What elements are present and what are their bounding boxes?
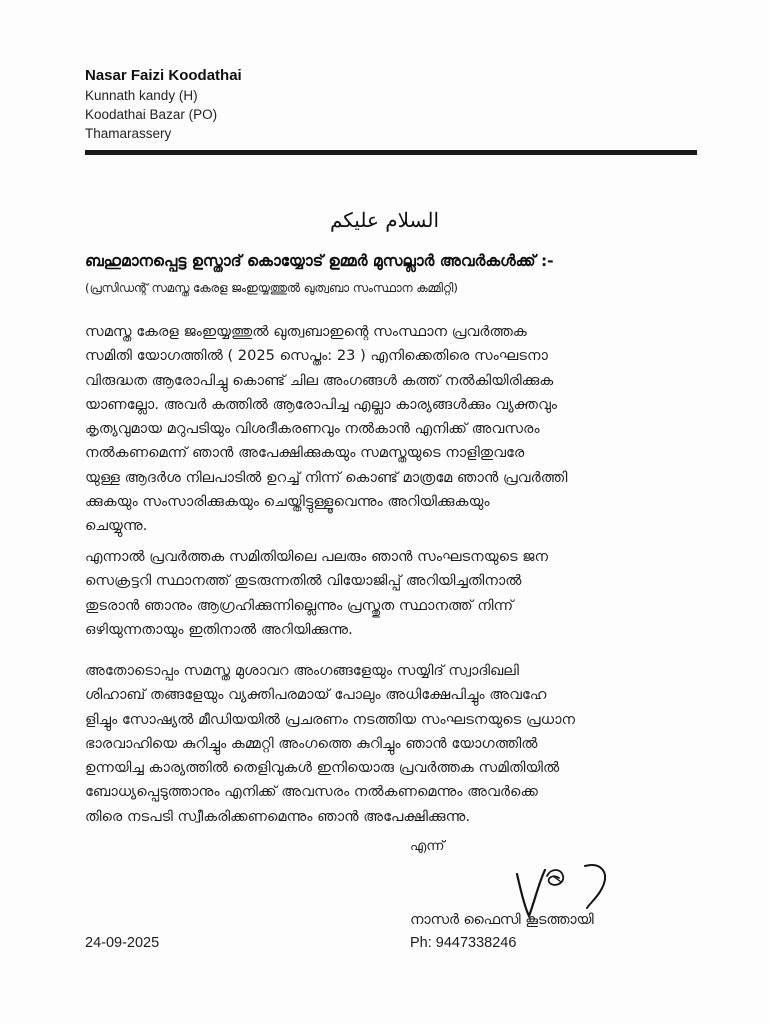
sender-block <box>85 66 242 143</box>
sender-address-line: Thamarassery <box>85 126 172 141</box>
paragraph-line: ളിച്ചും സോഷ്യൽ മീഡിയയിൽ പ്രചരണം നടത്തിയ സംഘടനയുടെ പ്രധാന <box>85 710 576 728</box>
arabic-salutation: السلام عليكم <box>329 208 440 232</box>
closing-text: എന്ന് <box>410 838 445 854</box>
paragraph-line: ബോധ്യപ്പെടുത്താനും എനിക്ക് അവസരം നൽകണമെന്നും അവർക്കെ <box>85 783 538 801</box>
paragraph-line: എന്നാൽ പ്രവർത്തക സമിതിയിലെ പലരും ഞാൻ സംഘടനയുടെ ജന <box>85 548 549 565</box>
signer-name: നാസർ ഫൈസി കൂടത്തായി <box>410 912 594 928</box>
paragraph-3 <box>85 659 705 829</box>
paragraph-line: ഒഴിയുന്നതായും ഇതിനാൽ അറിയിക്കുന്നു. <box>85 620 353 638</box>
letter-date: 24-09-2025 <box>85 935 160 951</box>
sender-address-line: Kunnath kandy (H) <box>85 88 198 103</box>
sender-address-line: Koodathai Bazar (PO) <box>85 107 218 122</box>
paragraph-line: സെക്രട്ടറി സ്ഥാനത്ത് തുടരുന്നതിൽ വിയോജിപ്പ് അറിയിച്ചതിനാൽ <box>85 572 522 590</box>
paragraph-line: ക്കുകയും സംസാരിക്കുകയും ചെയ്തിട്ടുള്ളൂവെന്നും അറിയിക്കുകയും <box>85 493 490 511</box>
paragraph-line: അതോടൊപ്പം സമസ്ത മുശാവറ അംഗങ്ങളേയും സയ്യിദ് സ്വാദിഖലി <box>85 662 519 679</box>
paragraph-line: സമസ്ത കേരള ജംഇയ്യത്തുൽ ഖുത്വബാഇന്റെ സംസ്ഥാന പ്രവർത്തക <box>85 323 527 340</box>
paragraph-line: കൃത്യവുമായ മറുപടിയും വിശദീകരണവും നൽകാൻ എനിക്ക് അവസരം <box>85 420 540 438</box>
paragraph-line: യാണല്ലോ. അവർ കത്തിൽ ആരോപിച്ച എല്ലാ കാര്യങ്ങൾക്കും വ്യക്തവും <box>85 395 558 413</box>
addressee-position: (പ്രസിഡന്റ് സമസ്ത കേരള ജംഇയ്യത്തുൽ ഖുത്വബാ സംസ്ഥാന കമ്മിറ്റി) <box>85 281 458 295</box>
paragraph-line: തിരെ നടപടി സ്വീകരിക്കണമെന്നും ഞാൻ അപേക്ഷിക്കുന്നു. <box>85 807 471 825</box>
paragraph-line: തുടരാൻ ഞാനും ആഗ്രഹിക്കുന്നില്ലെന്നും പ്രസ്തുത സ്ഥാനത്ത് നിന്ന് <box>85 596 514 614</box>
paragraph-line: ഉന്നയിച്ച കാര്യത്തിൽ തെളിവുകൾ ഇനിയൊരു പ്രവർത്തക സമിതിയിൽ <box>85 759 560 777</box>
paragraph-line: യുള്ള ആദർശ നിലപാടിൽ ഉറച്ച് നിന്ന് കൊണ്ട് മാത്രമേ ഞാൻ പ്രവർത്തി <box>85 468 568 486</box>
paragraph-1 <box>85 320 705 539</box>
paragraph-line: നൽകണമെന്ന് ഞാൻ അപേക്ഷിക്കുകയും സമസ്തയുടെ നാളിതുവരേ <box>85 444 525 462</box>
paragraph-line: വിരുദ്ധത ആരോപിച്ചു കൊണ്ട് ചില അംഗങ്ങൾ കത്ത് നൽകിയിരിക്കുക <box>85 371 554 389</box>
paragraph-line: സമിതി യോഗത്തിൽ ( 2025 സെപ്തം: 23 ) എനിക്കെതിരെ സംഘടനാ <box>85 347 548 365</box>
paragraph-line: ശിഹാബ് തങ്ങളേയും വ്യക്തിപരമായ് പോലും അധിക്ഷേപിച്ചും അവഹേ <box>85 686 547 704</box>
paragraph-line: ഭാരവാഹിയെ കുറിച്ചും കമ്മറ്റി അംഗത്തെ കുറിച്ചും ഞാൻ യോഗത്തിൽ <box>85 734 538 752</box>
sender-name: Nasar Faizi Koodathai <box>85 67 242 84</box>
signer-phone: Ph: 9447338246 <box>410 935 517 951</box>
paragraph-line: ചെയ്യുന്നു. <box>85 517 148 535</box>
paragraph-2 <box>85 545 705 642</box>
addressee-line: ബഹുമാനപ്പെട്ട ഉസ്താദ് കൊയ്യോട് ഉമ്മർ മുസല്ലാർ അവർകൾക്ക് :- <box>85 252 554 270</box>
header-divider <box>85 150 697 155</box>
